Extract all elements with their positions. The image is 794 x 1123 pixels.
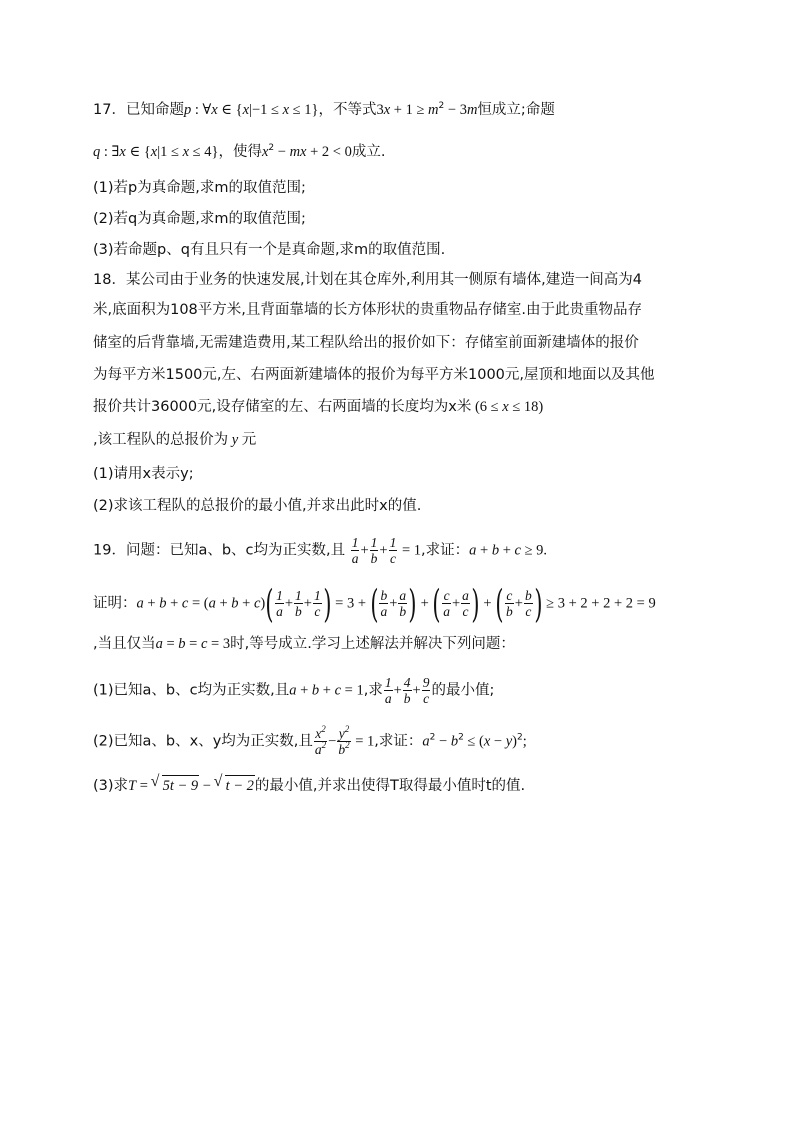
q18-line-3: 储室的后背靠墙,无需建造费用,某工程队给出的报价如下：存储室前面新建墙体的报价 xyxy=(93,335,639,351)
q18-line-6: ,该工程队的总报价为 y 元 xyxy=(93,432,257,448)
q19-part-2: (2)已知a、b、x、y均为正实数,且 $\frac{x^2}{a^2}$ − $\frac{y^2}{b^2}$ = 1,求证：$a^2 - b^2 \le (x - y)^2$; xyxy=(93,724,527,757)
q17-line-2: q : ∃x ∈ {x|1 ≤ x ≤ 4}，使得$x^2$ − mx + 2 < 0成立. xyxy=(93,143,386,160)
q17-formula-q: q xyxy=(93,144,101,160)
q17-part-3: (3)若命题p、q有且只有一个是真命题,求m的取值范围. xyxy=(93,242,446,258)
q19-line-3: ,当且仅当a = b = c = 3时,等号成立.学习上述解法并解决下列问题： xyxy=(93,636,515,652)
q17-inequality: 3 xyxy=(376,102,384,118)
q18-line-2: 米,底面积为108平方米,且背面靠墙的长方体形状的贵重物品存储室.由于此贵重物品存 xyxy=(93,302,643,318)
fraction: $\frac{1}{a}$ xyxy=(351,535,359,566)
q19-part-1: (1)已知a、b、c均为正实数,且a + b + c = 1,求 $\frac{1}{a}$ + $\frac{4}{b}$ + $\frac{9}{c}$ 的最小值; xyxy=(93,675,495,706)
q17-text: 17．已知命题 xyxy=(93,102,184,118)
q17-part-1: (1)若p为真命题,求m的取值范围; xyxy=(93,180,306,196)
q19-line-1: 19．问题：已知a、b、c均为正实数,且 $\frac{1}{a}$ + $\frac{1}{b}$ + $\frac{1}{c}$ = 1,求证：a + b + c ≥ 9. xyxy=(93,535,548,566)
q17-part-2: (2)若q为真命题,求m的取值范围; xyxy=(93,211,306,227)
q17-inequality-2: x xyxy=(261,144,269,160)
q18-line-4: 为每平方米1500元,左、右两面新建墙体的报价为每平方米1000元,屋顶和地面以及其他 xyxy=(93,367,655,383)
q19-proof: 证明：a + b + c = (a + b + c)( $\frac{1}{a}$ + $\frac{1}{b}$ + $\frac{1}{c}$ ) = 3 + ( $\frac{b}{a}$ + $\frac{a}{b}$ ) + ( $\frac{c}{a}$ + $\frac{a}{c}$ ) + ( $\frac{c}{b}$ + $\frac{b}{c}$ ) ≥ 3 + 2 + 2 + 2 = 9 xyxy=(93,581,656,626)
q18-line-1: 18．某公司由于业务的快速发展,计划在其仓库外,利用其一侧原有墙体,建造一间高为4 xyxy=(93,272,643,288)
q17-line-1: 17．已知命题p : ∀x ∈ {x|−1 ≤ x ≤ 1}，不等式$3x + 1 \ge m^2 - 3m$恒成立;命题 xyxy=(93,101,555,118)
q18-part-2: (2)求该工程队的总报价的最小值,并求出此时x的值. xyxy=(93,498,422,514)
q18-range: (6 ≤ xyxy=(471,399,503,415)
q18-line-5: 报价共计36000元,设存储室的左、右两面墙的长度均为x米 (6 ≤ x ≤ 18) xyxy=(93,399,544,415)
q18-part-1: (1)请用x表示y; xyxy=(93,466,194,482)
q19-part-3: (3)求T = √ 5t − 9 − √ t − 2的最小值,并求出使得T取得最小值时t的值. xyxy=(93,775,525,796)
q17-formula-p: p xyxy=(183,102,192,118)
